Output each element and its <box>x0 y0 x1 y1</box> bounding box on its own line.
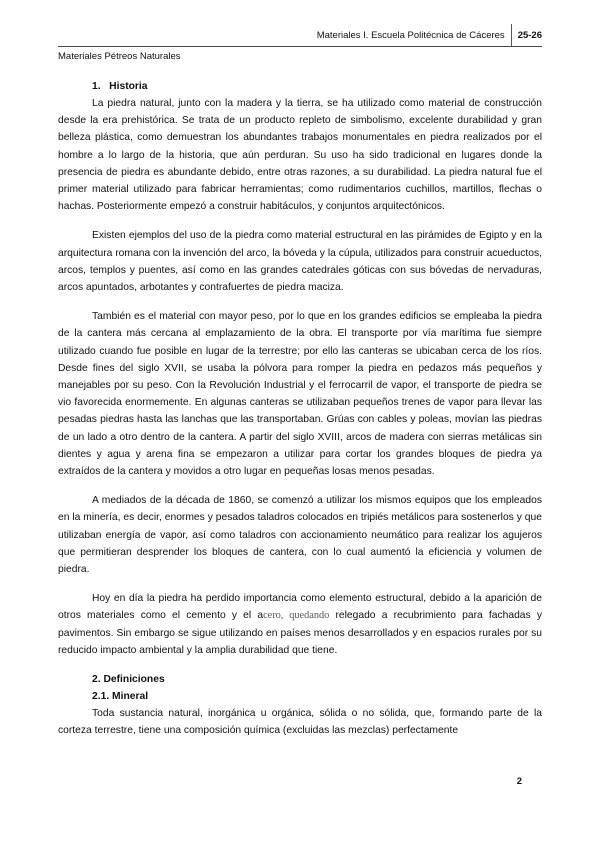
header-course: 25-26 <box>517 29 542 41</box>
paragraph-6: Toda sustancia natural, inorgánica u orgánica, sólida o no sólida, que, formando parte de la corteza terrestre, tiene una composición química (excluidas las mezclas) perfectamente <box>58 708 542 737</box>
header-rule <box>58 46 542 47</box>
paragraph-5 <box>58 590 542 659</box>
section-heading-historia: 1. Historia <box>92 81 148 92</box>
paragraph-4: A mediados de la década de 1860, se comenzó a utilizar los mismos equipos que los empleados en la minería, es decir, enormes y pesados taladros colocados en tripiés metálicos para sostenerlos y que utilizaban energía de vapor, así como taladros con accionamiento neumático para realizar los agujeros que permitieran desprender los bloques de cantera, con lo cual aumentó la eficiencia y volumen de piedra. <box>58 495 542 576</box>
paragraph-3: También es el material con mayor peso, por lo que en los grandes edificios se empleaba la piedra de la cantera más cercana al emplazamiento de la obra. El transporte por vía marítima fue siempre utilizado cuando fue posible en lugar de la terrestre; por ello las canteras se ubicaban cerca de los ríos. Desde fines del siglo XVII, se usaba la pólvora para romper la piedra en pedazos más pequeños y manejables por su peso. Con la Revolución Industrial y el ferrocarril de vapor, el transporte de piedra se vio favorecida enormemente. En algunas canteras se utilizaban pequeños trenes de vapor para llevar las pesadas piedras hasta las lanchas que las transportaban. Grúas con cables y poleas, movían las piedras de un lado a otro dentro de la cantera. A partir del siglo XVIII, arcos de madera con sierras metálicas sin dientes y agua y arena fina se empezaron a utilizar para cortar los grandes bloques de piedra ya extraídos de la cantera y movidos a otro lugar en pequeñas losas menos pesadas. <box>58 311 542 478</box>
header-title: Materiales I. Escuela Politécnica de Cáceres <box>316 29 505 41</box>
subsection-heading-mineral: 2.1. Mineral <box>92 691 149 703</box>
paragraph-1: La piedra natural, junto con la madera y la tierra, se ha utilizado como material de construcción desde la era prehistórica. Se trata de un producto repleto de simbolismo, excelente durabilidad y gran belleza plástica, como demuestran los abundantes trabajos monumentales en piedra realizados por el hombre a lo largo de la historia, que aún perduran. Su uso ha sido tradicional en lugares donde la presencia de piedra es abundante debido, entre otras razones, a su durabilidad. La piedra natural fue el primer material utilizado para fabricar herramientas; como rudimentarios cuchillos, martillos, flechas o hachas. Posteriormente empezó a construir habitáculos, y conjuntos arquitectónicos. <box>58 98 542 213</box>
paragraph-5-part-a: Hoy en día la piedra ha perdido importancia como elemento estructural, debido a la aparición de otros materiales como el cemento y el a <box>58 593 542 622</box>
section-heading-definiciones: 2. Definiciones <box>92 674 165 686</box>
header-subtitle: Materiales Pétreos Naturales <box>58 51 181 62</box>
page-number: 2 <box>516 776 522 787</box>
document-body <box>58 78 542 740</box>
paragraph-5-part-b: cero, quedando <box>263 610 330 622</box>
paragraph-5-part-c: relegado a recubrimiento para fachadas y pavimentos. Sin embargo se sigue utilizando en países menos desarrollados y en espacios rurales por su reducido impacto ambiental y la amplia durabilidad que tiene. <box>58 610 542 656</box>
header-separator <box>511 24 512 46</box>
paragraph-2: Existen ejemplos del uso de la piedra como material estructural en las pirámides de Egipto y en la arquitectura romana con la invención del arco, la bóveda y la cúpula, utilizados para construir acueductos, arcos, templos y puentes, así como en las grandes catedrales góticas con sus bóvedas de nervaduras, arcos apuntados, arbotantes y contrafuertes de piedra maciza. <box>58 230 542 294</box>
page-header <box>317 26 542 44</box>
